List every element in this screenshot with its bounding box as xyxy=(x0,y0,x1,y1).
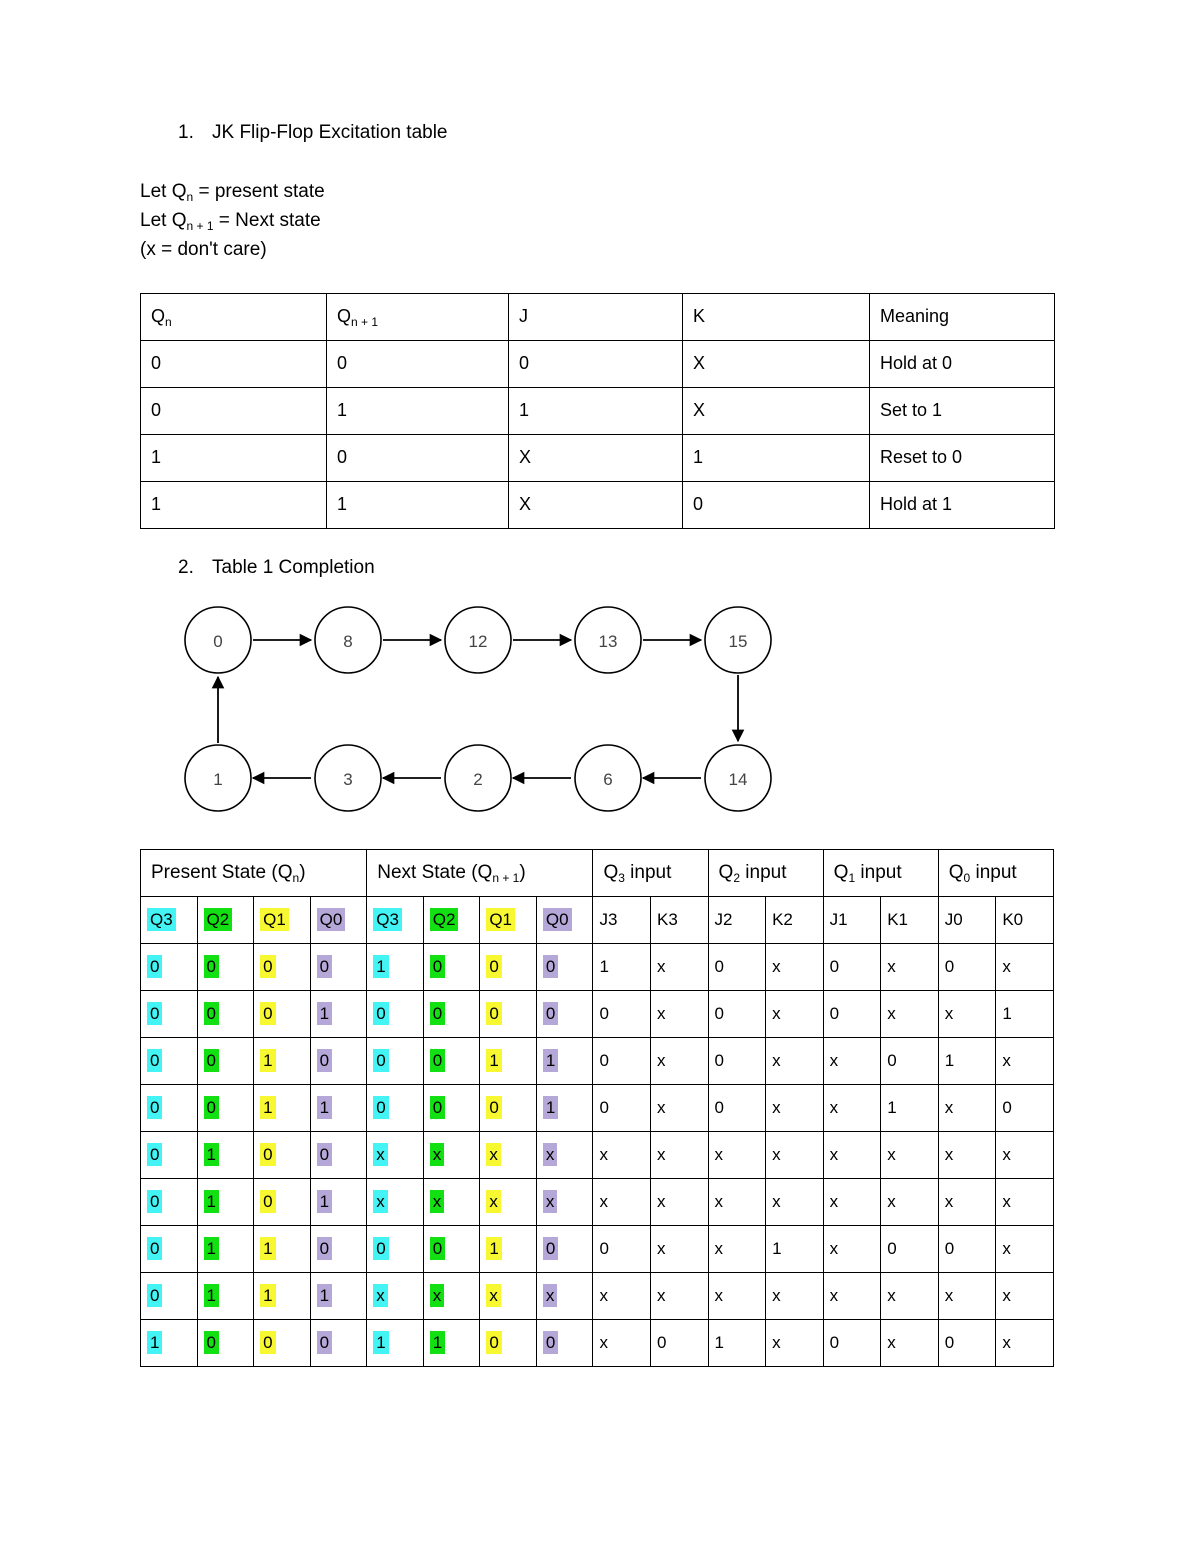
state-node-label: 12 xyxy=(468,631,488,651)
state-table-cell: x xyxy=(766,1178,824,1225)
state-table-column-header: K0 xyxy=(996,896,1054,943)
state-transition-diagram xyxy=(180,600,1060,825)
state-table-cell: 0 xyxy=(881,1037,939,1084)
state-table-cell: x xyxy=(881,1319,939,1366)
state-table-cell: x xyxy=(423,1272,480,1319)
definition-dont-care: (x = don't care) xyxy=(140,239,267,261)
state-table-cell: 1 xyxy=(197,1272,254,1319)
state-table-cell: 0 xyxy=(823,990,881,1037)
header-qn1: $Q_{n + 1}$ xyxy=(327,293,509,340)
state-table-column-header: J1 xyxy=(823,896,881,943)
state-table-column-header: Q3 xyxy=(141,896,198,943)
state-table-cell: x xyxy=(708,1131,766,1178)
definition-next-state-sub: n + 1 xyxy=(186,219,214,234)
table-row xyxy=(141,1272,1054,1319)
state-table-cell: 0 xyxy=(650,1319,708,1366)
state-table-cell: 1 xyxy=(708,1319,766,1366)
state-table-cell: x xyxy=(480,1131,537,1178)
state-table-cell: 0 xyxy=(823,1319,881,1366)
state-table-cell: x xyxy=(938,1178,996,1225)
state-table-column-header: Q2 xyxy=(423,896,480,943)
state-table-group-header-row xyxy=(141,849,1054,896)
state-table-cell: 0 xyxy=(480,1084,537,1131)
state-table-cell: 0 xyxy=(367,1037,424,1084)
state-table-cell: 0 xyxy=(141,943,198,990)
definition-next-state-post: = Next state xyxy=(213,210,321,232)
state-table-cell: x xyxy=(480,1178,537,1225)
state-table-cell: 0 xyxy=(593,1037,651,1084)
state-table-cell: x xyxy=(996,1225,1054,1272)
state-node-label: 6 xyxy=(603,769,613,789)
state-table-cell: 0 xyxy=(708,1037,766,1084)
state-table-column-header: Q1 xyxy=(480,896,537,943)
state-table-column-header: J3 xyxy=(593,896,651,943)
definition-present-state xyxy=(140,177,1060,206)
state-table-group-header: $Q_0$ input xyxy=(938,849,1053,896)
cell-j: X xyxy=(509,481,683,528)
state-table-cell: 0 xyxy=(480,1319,537,1366)
state-table-cell: x xyxy=(708,1178,766,1225)
table-row xyxy=(141,943,1054,990)
state-table-cell: 1 xyxy=(423,1319,480,1366)
state-table-cell: 0 xyxy=(367,990,424,1037)
definitions-paragraph xyxy=(140,177,1060,265)
state-table-cell: 1 xyxy=(536,1084,593,1131)
state-table-cell: x xyxy=(708,1225,766,1272)
state-table-cell: x xyxy=(593,1131,651,1178)
state-table-cell: 1 xyxy=(254,1084,311,1131)
state-table-cell: 0 xyxy=(536,1319,593,1366)
cell-qn1: 1 xyxy=(327,387,509,434)
state-table-column-header: Q0 xyxy=(536,896,593,943)
state-table-column-header: Q3 xyxy=(367,896,424,943)
cell-qn: 0 xyxy=(141,387,327,434)
state-table-cell: x xyxy=(996,943,1054,990)
header-qn: $Q_n$ xyxy=(141,293,327,340)
state-table-cell: 0 xyxy=(593,990,651,1037)
state-table-column-header: J0 xyxy=(938,896,996,943)
table-row xyxy=(141,1225,1054,1272)
header-k: K xyxy=(683,293,870,340)
state-table-cell: 0 xyxy=(141,1178,198,1225)
cell-qn1: 1 xyxy=(327,481,509,528)
state-table-cell: x xyxy=(766,1319,824,1366)
state-table-cell: 0 xyxy=(881,1225,939,1272)
cell-qn1: 0 xyxy=(327,340,509,387)
state-table-group-header: Next State $(Q_{n + 1})$ xyxy=(367,849,593,896)
state-node-label: 0 xyxy=(213,631,223,651)
cell-k: X xyxy=(683,340,870,387)
definition-next-state xyxy=(140,206,1060,235)
state-table-cell: 1 xyxy=(254,1225,311,1272)
state-table-cell: x xyxy=(766,1084,824,1131)
state-table-cell: 0 xyxy=(310,1225,367,1272)
state-table-cell: x xyxy=(823,1037,881,1084)
state-table-cell: 1 xyxy=(254,1272,311,1319)
state-table-cell: x xyxy=(996,1178,1054,1225)
state-table-cell: 0 xyxy=(310,1131,367,1178)
cell-j: 0 xyxy=(509,340,683,387)
table-row xyxy=(141,387,1055,434)
state-table-cell: 0 xyxy=(996,1084,1054,1131)
state-table-cell: 0 xyxy=(197,990,254,1037)
definition-present-state-post: = present state xyxy=(193,180,325,202)
state-table-cell: x xyxy=(593,1272,651,1319)
state-table-cell: x xyxy=(423,1131,480,1178)
cell-qn: 1 xyxy=(141,481,327,528)
cell-meaning: Hold at 1 xyxy=(870,481,1055,528)
state-node-label: 13 xyxy=(598,631,618,651)
state-table-cell: 1 xyxy=(766,1225,824,1272)
cell-meaning: Reset to 0 xyxy=(870,434,1055,481)
state-table-cell: 0 xyxy=(938,1319,996,1366)
state-table-cell: 0 xyxy=(708,1084,766,1131)
state-table-cell: x xyxy=(823,1178,881,1225)
state-table-cell: x xyxy=(650,1272,708,1319)
state-table-cell: x xyxy=(823,1084,881,1131)
state-table-cell: 0 xyxy=(310,943,367,990)
state-table-cell: x xyxy=(367,1272,424,1319)
state-table-cell: 0 xyxy=(141,1272,198,1319)
state-table-cell: 1 xyxy=(593,943,651,990)
state-table-cell: x xyxy=(367,1178,424,1225)
state-table-cell: 1 xyxy=(480,1225,537,1272)
state-table-cell: x xyxy=(938,1084,996,1131)
state-table-cell: 1 xyxy=(254,1037,311,1084)
state-table-cell: 0 xyxy=(708,943,766,990)
table-row xyxy=(141,990,1054,1037)
state-table-cell: 1 xyxy=(310,1272,367,1319)
state-table-cell: x xyxy=(881,990,939,1037)
table-header-row xyxy=(141,293,1055,340)
state-table-cell: x xyxy=(996,1319,1054,1366)
state-table-cell: x xyxy=(881,1272,939,1319)
state-table-cell: x xyxy=(766,1037,824,1084)
state-table-cell: x xyxy=(996,1037,1054,1084)
header-j: J xyxy=(509,293,683,340)
state-table-cell: x xyxy=(881,1178,939,1225)
state-table-cell: 1 xyxy=(310,1084,367,1131)
state-table-cell: x xyxy=(536,1131,593,1178)
state-table-cell: 0 xyxy=(141,1131,198,1178)
state-table-cell: 0 xyxy=(423,943,480,990)
table-row xyxy=(141,1319,1054,1366)
document-content xyxy=(140,120,1060,1367)
state-table-cell: x xyxy=(650,1037,708,1084)
state-table-cell: 1 xyxy=(881,1084,939,1131)
state-table-cell: 0 xyxy=(254,1178,311,1225)
state-node-label: 15 xyxy=(728,631,748,651)
state-table-cell: x xyxy=(650,1084,708,1131)
section-2-title: Table 1 Completion xyxy=(212,556,375,578)
state-table-cell: 0 xyxy=(141,1225,198,1272)
state-table-cell: 0 xyxy=(197,1037,254,1084)
state-table-cell: 1 xyxy=(197,1178,254,1225)
definition-next-state-pre: Let Q xyxy=(140,210,187,232)
state-table-cell: 1 xyxy=(197,1225,254,1272)
state-table-cell: 0 xyxy=(423,1037,480,1084)
state-table-cell: x xyxy=(996,1131,1054,1178)
state-table-cell: 0 xyxy=(423,1225,480,1272)
state-table-cell: 0 xyxy=(593,1084,651,1131)
state-table-cell: x xyxy=(766,1131,824,1178)
state-transition-table xyxy=(140,849,1054,1367)
cell-qn1: 0 xyxy=(327,434,509,481)
state-table-cell: x xyxy=(650,943,708,990)
state-table-cell: 0 xyxy=(141,1037,198,1084)
state-table-cell: x xyxy=(708,1272,766,1319)
section-1-heading xyxy=(178,120,1060,147)
state-table-column-header: J2 xyxy=(708,896,766,943)
state-table-cell: x xyxy=(650,1131,708,1178)
state-table-cell: 1 xyxy=(536,1037,593,1084)
header-meaning: Meaning xyxy=(870,293,1055,340)
state-table-column-header: Q2 xyxy=(197,896,254,943)
state-table-group-header: Present State $(Q_n)$ xyxy=(141,849,367,896)
state-table-cell: 1 xyxy=(310,1178,367,1225)
section-2-heading xyxy=(178,555,1060,582)
state-table-cell: 0 xyxy=(536,943,593,990)
cell-k: X xyxy=(683,387,870,434)
state-table-cell: x xyxy=(766,1272,824,1319)
state-table-cell: x xyxy=(823,1131,881,1178)
cell-meaning: Hold at 0 xyxy=(870,340,1055,387)
section-2-number: 2. xyxy=(178,556,194,578)
table-row xyxy=(141,1131,1054,1178)
state-table-cell: 0 xyxy=(938,1225,996,1272)
state-table-cell: 0 xyxy=(310,1037,367,1084)
state-table-cell: x xyxy=(593,1178,651,1225)
state-table-cell: 0 xyxy=(423,1084,480,1131)
state-table-cell: x xyxy=(766,943,824,990)
table-row xyxy=(141,1037,1054,1084)
state-table-cell: 0 xyxy=(423,990,480,1037)
state-table-cell: 0 xyxy=(254,990,311,1037)
section-1-title: JK Flip-Flop Excitation table xyxy=(212,122,448,143)
state-table-cell: 0 xyxy=(141,1084,198,1131)
cell-qn: 1 xyxy=(141,434,327,481)
state-node-label: 8 xyxy=(343,631,353,651)
state-table-cell: 1 xyxy=(197,1131,254,1178)
state-table-cell: x xyxy=(938,990,996,1037)
state-table-cell: 1 xyxy=(996,990,1054,1037)
state-table-cell: x xyxy=(996,1272,1054,1319)
state-table-cell: 0 xyxy=(536,1225,593,1272)
state-table-cell: x xyxy=(480,1272,537,1319)
state-table-cell: 0 xyxy=(310,1319,367,1366)
state-table-cell: 1 xyxy=(367,943,424,990)
state-table-cell: 0 xyxy=(254,1319,311,1366)
state-table-cell: x xyxy=(881,943,939,990)
state-table-cell: x xyxy=(650,1178,708,1225)
state-table-cell: 0 xyxy=(708,990,766,1037)
state-table-cell: 0 xyxy=(254,1131,311,1178)
state-table-cell: x xyxy=(536,1272,593,1319)
state-table-cell: 1 xyxy=(938,1037,996,1084)
state-table-cell: x xyxy=(823,1272,881,1319)
definition-present-state-sub: n xyxy=(186,189,194,204)
state-table-cell: 0 xyxy=(938,943,996,990)
cell-k: 1 xyxy=(683,434,870,481)
jk-excitation-table xyxy=(140,293,1055,529)
state-table-cell: x xyxy=(766,990,824,1037)
state-table-cell: x xyxy=(650,1225,708,1272)
state-table-cell: x xyxy=(938,1131,996,1178)
state-node-label: 1 xyxy=(213,769,223,789)
state-table-cell: 0 xyxy=(254,943,311,990)
cell-meaning: Set to 1 xyxy=(870,387,1055,434)
table-row xyxy=(141,434,1055,481)
state-table-cell: 0 xyxy=(197,1084,254,1131)
table-row xyxy=(141,481,1055,528)
state-table-column-header: K2 xyxy=(766,896,824,943)
state-table-cell: 0 xyxy=(197,1319,254,1366)
state-table-cell: x xyxy=(881,1131,939,1178)
state-table-cell: x xyxy=(536,1178,593,1225)
state-table-cell: 1 xyxy=(367,1319,424,1366)
state-table-column-header: Q0 xyxy=(310,896,367,943)
state-table-cell: 0 xyxy=(480,943,537,990)
state-table-column-header: K3 xyxy=(650,896,708,943)
state-table-cell: 0 xyxy=(480,990,537,1037)
table-row xyxy=(141,1178,1054,1225)
state-table-cell: 1 xyxy=(310,990,367,1037)
table-row xyxy=(141,1084,1054,1131)
state-table-group-header: $Q_1$ input xyxy=(823,849,938,896)
state-table-column-header: K1 xyxy=(881,896,939,943)
cell-j: 1 xyxy=(509,387,683,434)
state-table-cell: 0 xyxy=(823,943,881,990)
state-table-cell: x xyxy=(423,1178,480,1225)
state-table-cell: 1 xyxy=(480,1037,537,1084)
state-table-cell: x xyxy=(650,990,708,1037)
state-table-group-header: $Q_2$ input xyxy=(708,849,823,896)
state-node-label: 14 xyxy=(728,769,748,789)
state-table-cell: x xyxy=(823,1225,881,1272)
state-table-cell: x xyxy=(367,1131,424,1178)
state-table-column-header: Q1 xyxy=(254,896,311,943)
definition-present-state-pre: Let Q xyxy=(140,180,187,202)
state-table-cell: x xyxy=(938,1272,996,1319)
state-diagram-svg xyxy=(180,600,820,820)
cell-j: X xyxy=(509,434,683,481)
state-table-cell: 1 xyxy=(141,1319,198,1366)
cell-k: 0 xyxy=(683,481,870,528)
state-table-cell: x xyxy=(593,1319,651,1366)
state-table-subheader-row xyxy=(141,896,1054,943)
state-table-cell: 0 xyxy=(593,1225,651,1272)
state-node-label: 3 xyxy=(343,769,353,789)
state-table-cell: 0 xyxy=(197,943,254,990)
state-table-group-header: $Q_3$ input xyxy=(593,849,708,896)
section-1-number: 1. xyxy=(178,122,194,143)
state-table-cell: 0 xyxy=(141,990,198,1037)
table-row xyxy=(141,340,1055,387)
state-table-cell: 0 xyxy=(367,1225,424,1272)
cell-qn: 0 xyxy=(141,340,327,387)
state-table-cell: 0 xyxy=(367,1084,424,1131)
state-node-label: 2 xyxy=(473,769,483,789)
state-table-cell: 0 xyxy=(536,990,593,1037)
